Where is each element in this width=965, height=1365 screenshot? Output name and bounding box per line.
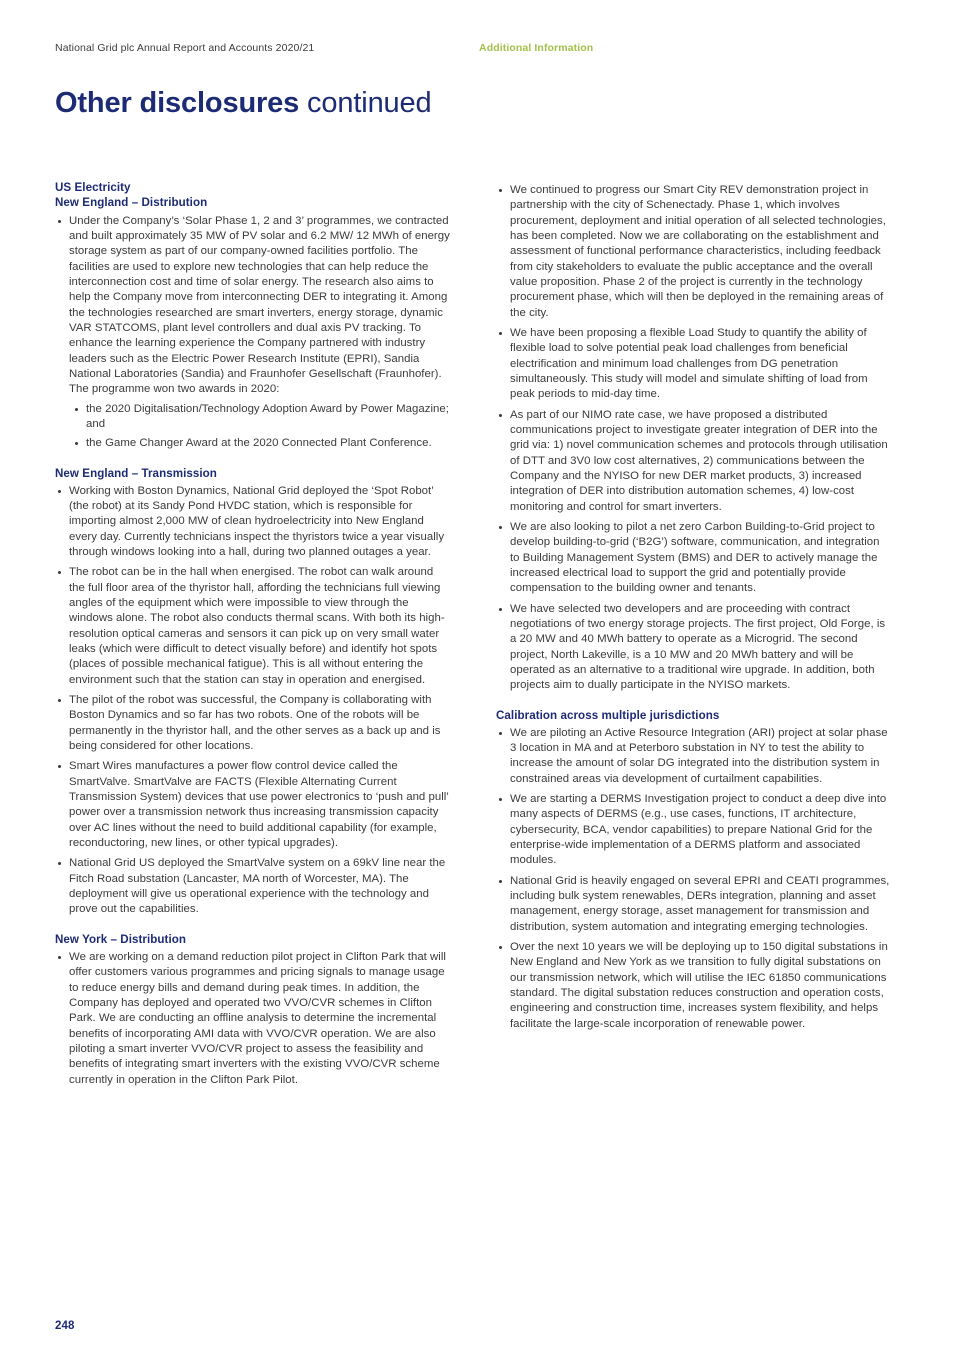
list-item: We have been proposing a flexible Load Study to quantify the ability of flexible load to solve potential peak load challenges from beneficial electrification and minimum load challenges from DG penetration simultaneously. This study will model and simulate shifting of load from peak periods to mid-day time. [496, 326, 892, 403]
calibration-bullet-list [496, 726, 892, 1032]
page-title-bold: Other disclosures [55, 87, 300, 120]
transmission-bullet-list [55, 484, 451, 918]
heading-calibration-across-multiple-jurisdictions: Calibration across multiple jurisdictions [496, 708, 720, 722]
awards-sub-bullet-list [72, 402, 451, 452]
distribution-bullet-list [55, 214, 451, 398]
page-title-light: continued [307, 87, 432, 120]
page-title [55, 87, 432, 120]
list-item: Over the next 10 years we will be deploying up to 150 digital substations in New England and New York as we transition to fully digital substations on our transmission network, which will utilise the IEC 61850 communications standard. The digital substation reduces construction and operation costs, engineering and construction time, increases system flexibility, and helps facilitate the large-scale incorporation of renewable power. [496, 940, 892, 1032]
list-item: We continued to progress our Smart City REV demonstration project in partnership with the city of Schenectady. Phase 1, which involves procurement, deployment and initial operation of all selected technologies, has been completed. Now we are collaborating on the establishment and assessment of functional performance characteristics, including feedback from city stakeholders to evaluate the public acceptance and the overall value proposition. Phase 2 of the project is currently in the technology procurement phase, which will then be deployed in the remaining areas of the city. [496, 183, 892, 321]
content-columns [55, 180, 893, 1088]
page-header [55, 42, 910, 58]
list-item: The pilot of the robot was successful, the Company is collaborating with Boston Dynamics and so far has two robots. One of the robots will be permanently in the thyristor hall, and the other serves as a back up and is being considered for other locations. [55, 693, 451, 754]
section-label: Additional Information [479, 42, 594, 54]
list-item: the Game Changer Award at the 2020 Connected Plant Conference. [72, 436, 451, 451]
list-item: Working with Boston Dynamics, National Grid deployed the ‘Spot Robot’ (the robot) at its Sandy Pond HVDC station, which is responsible for importing almost 2,000 MW of clean hydroelectricity into New England every day. Currently technicians inspect the thyristors twice a year visually through windows looking into a hall, during two planned outages a year. [55, 484, 451, 561]
list-item: As part of our NIMO rate case, we have proposed a distributed communications project to investigate greater integration of DER into the grid via: 1) novel communication schemes and protocols through utilisation of DTT and 3V0 low cost alternatives, 2) communications between the Company and the NYISO for new DER market products, 3) increased integration of DER into distribution automation schemes, 4) low-cost monitoring and control for smart inverters. [496, 408, 892, 515]
list-item: the 2020 Digitalisation/Technology Adoption Award by Power Magazine; and [72, 402, 451, 433]
heading-new-york-distribution: New York – Distribution [55, 932, 187, 946]
list-item: The robot can be in the hall when energised. The robot can walk around the full floor area of the thyristor hall, affording the technicians full viewing angles of the equipment which were impossible to view through the windows alone. The robot also conducts thermal scans. With both its high-resolution optical cameras and sensors it can pick up on very small water leaks (which were difficult to detect visually before) and identify hot spots (places of possible mechanical fatigue). This is all without entering the environment such that the station can stay in operation and energised. [55, 565, 451, 688]
list-item: We are also looking to pilot a net zero Carbon Building-to-Grid project to develop building-to-grid (‘B2G’) software, communication, and integration to Building Management System (BMS) and DER to actively manage the increased electrical load to support the grid and potentially provide compensation to the building owner and tenants. [496, 520, 892, 597]
list-item: We have selected two developers and are proceeding with contract negotiations of two energy storage projects. The first project, Old Forge, is a 20 MW and 40 MWh battery to operate as a Microgrid. The second project, North Lakeville, is a 10 MW and 20 MWh battery and will be operated as an alternative to a traditional wire upgrade. In addition, both projects aim to dually participate in the NYISO markets. [496, 602, 892, 694]
list-item: Under the Company’s ‘Solar Phase 1, 2 and 3’ programmes, we contracted and built approximately 35 MW of PV solar and 6.2 MW/ 12 MWh of energy storage system as part of our company-owned facilities portfolio. The facilities are used to explore new technologies that can help reduce the interconnection cost and time of solar energy. The research also aims to help the Company move from interconnecting DER to integrating it. Among the technologies researched are smart inverters, energy storage, dynamic VAR STATCOMS, plant level controllers and dual axis PV tracking. To enhance the learning experience the Company partnered with industry leaders such as the Electric Power Research Institute (EPRI), Sandia National Laboratories (Sandia) and Fraunhofer Gesellschaft (Fraunhofer). The programme won two awards in 2020: [55, 214, 451, 398]
newyork-bullet-list [55, 950, 451, 1088]
list-item: We are piloting an Active Resource Integration (ARI) project at solar phase 3 location in MA and at Peterboro substation in NY to test the ability to increase the amount of solar DG integrated into the distribution system in constrained areas via development of curtailment capabilities. [496, 726, 892, 787]
page-number: 248 [55, 1320, 75, 1332]
heading-new-england-transmission: New England – Transmission [55, 466, 217, 480]
list-item: National Grid is heavily engaged on several EPRI and CEATI programmes, including bulk system renewables, DERs integration, planning and asset management, energy storage, asset management for transmission and distribution, system automation and integrating emerging technologies. [496, 874, 892, 935]
list-item: Smart Wires manufactures a power flow control device called the SmartValve. SmartValve are FACTS (Flexible Alternating Current Transmission System) devices that use power electronics to ‘push and pull’ power over a transmission network thus increasing transmission capacity over AC lines without the need to build additional capability (for example, reconductoring, new lines, or other typical upgrades). [55, 759, 451, 851]
newyork-continued-bullet-list [496, 183, 892, 694]
list-item: National Grid US deployed the SmartValve system on a 69kV line near the Fitch Road substation (Lancaster, MA north of Worcester, MA). The deployment will give us operational experience with the technology and prove out the capabilities. [55, 856, 451, 917]
right-column [496, 180, 892, 1088]
running-head: National Grid plc Annual Report and Accounts 2020/21 [55, 42, 315, 54]
left-column [55, 180, 451, 1088]
heading-new-england-distribution: New England – Distribution [55, 196, 208, 210]
us-electricity-head-group [55, 180, 451, 211]
list-item: We are starting a DERMS Investigation project to conduct a deep dive into many aspects of DERMS (e.g., use cases, functions, IT architecture, cybersecurity, BCA, vendor capabilities) to prepare National Grid for the enterprise-wide implementation of a DERMS platform and associated modules. [496, 792, 892, 869]
list-item: We are working on a demand reduction pilot project in Clifton Park that will offer customers various programmes and pricing signals to manage usage to reduce energy bills and demand during peak times. In addition, the Company has deployed and operated two VVO/CVR schemes in Clifton Park. We are conducting an offline analysis to determine the incremental benefits of incorporating AMI data with VVO/CVR operation. We are also piloting a smart inverter VVO/CVR project to assess the feasibility and benefits of integrating smart inverters with the existing VVO/CVR scheme currently in operation in the Clifton Park Pilot. [55, 950, 451, 1088]
heading-us-electricity: US Electricity [55, 181, 131, 194]
